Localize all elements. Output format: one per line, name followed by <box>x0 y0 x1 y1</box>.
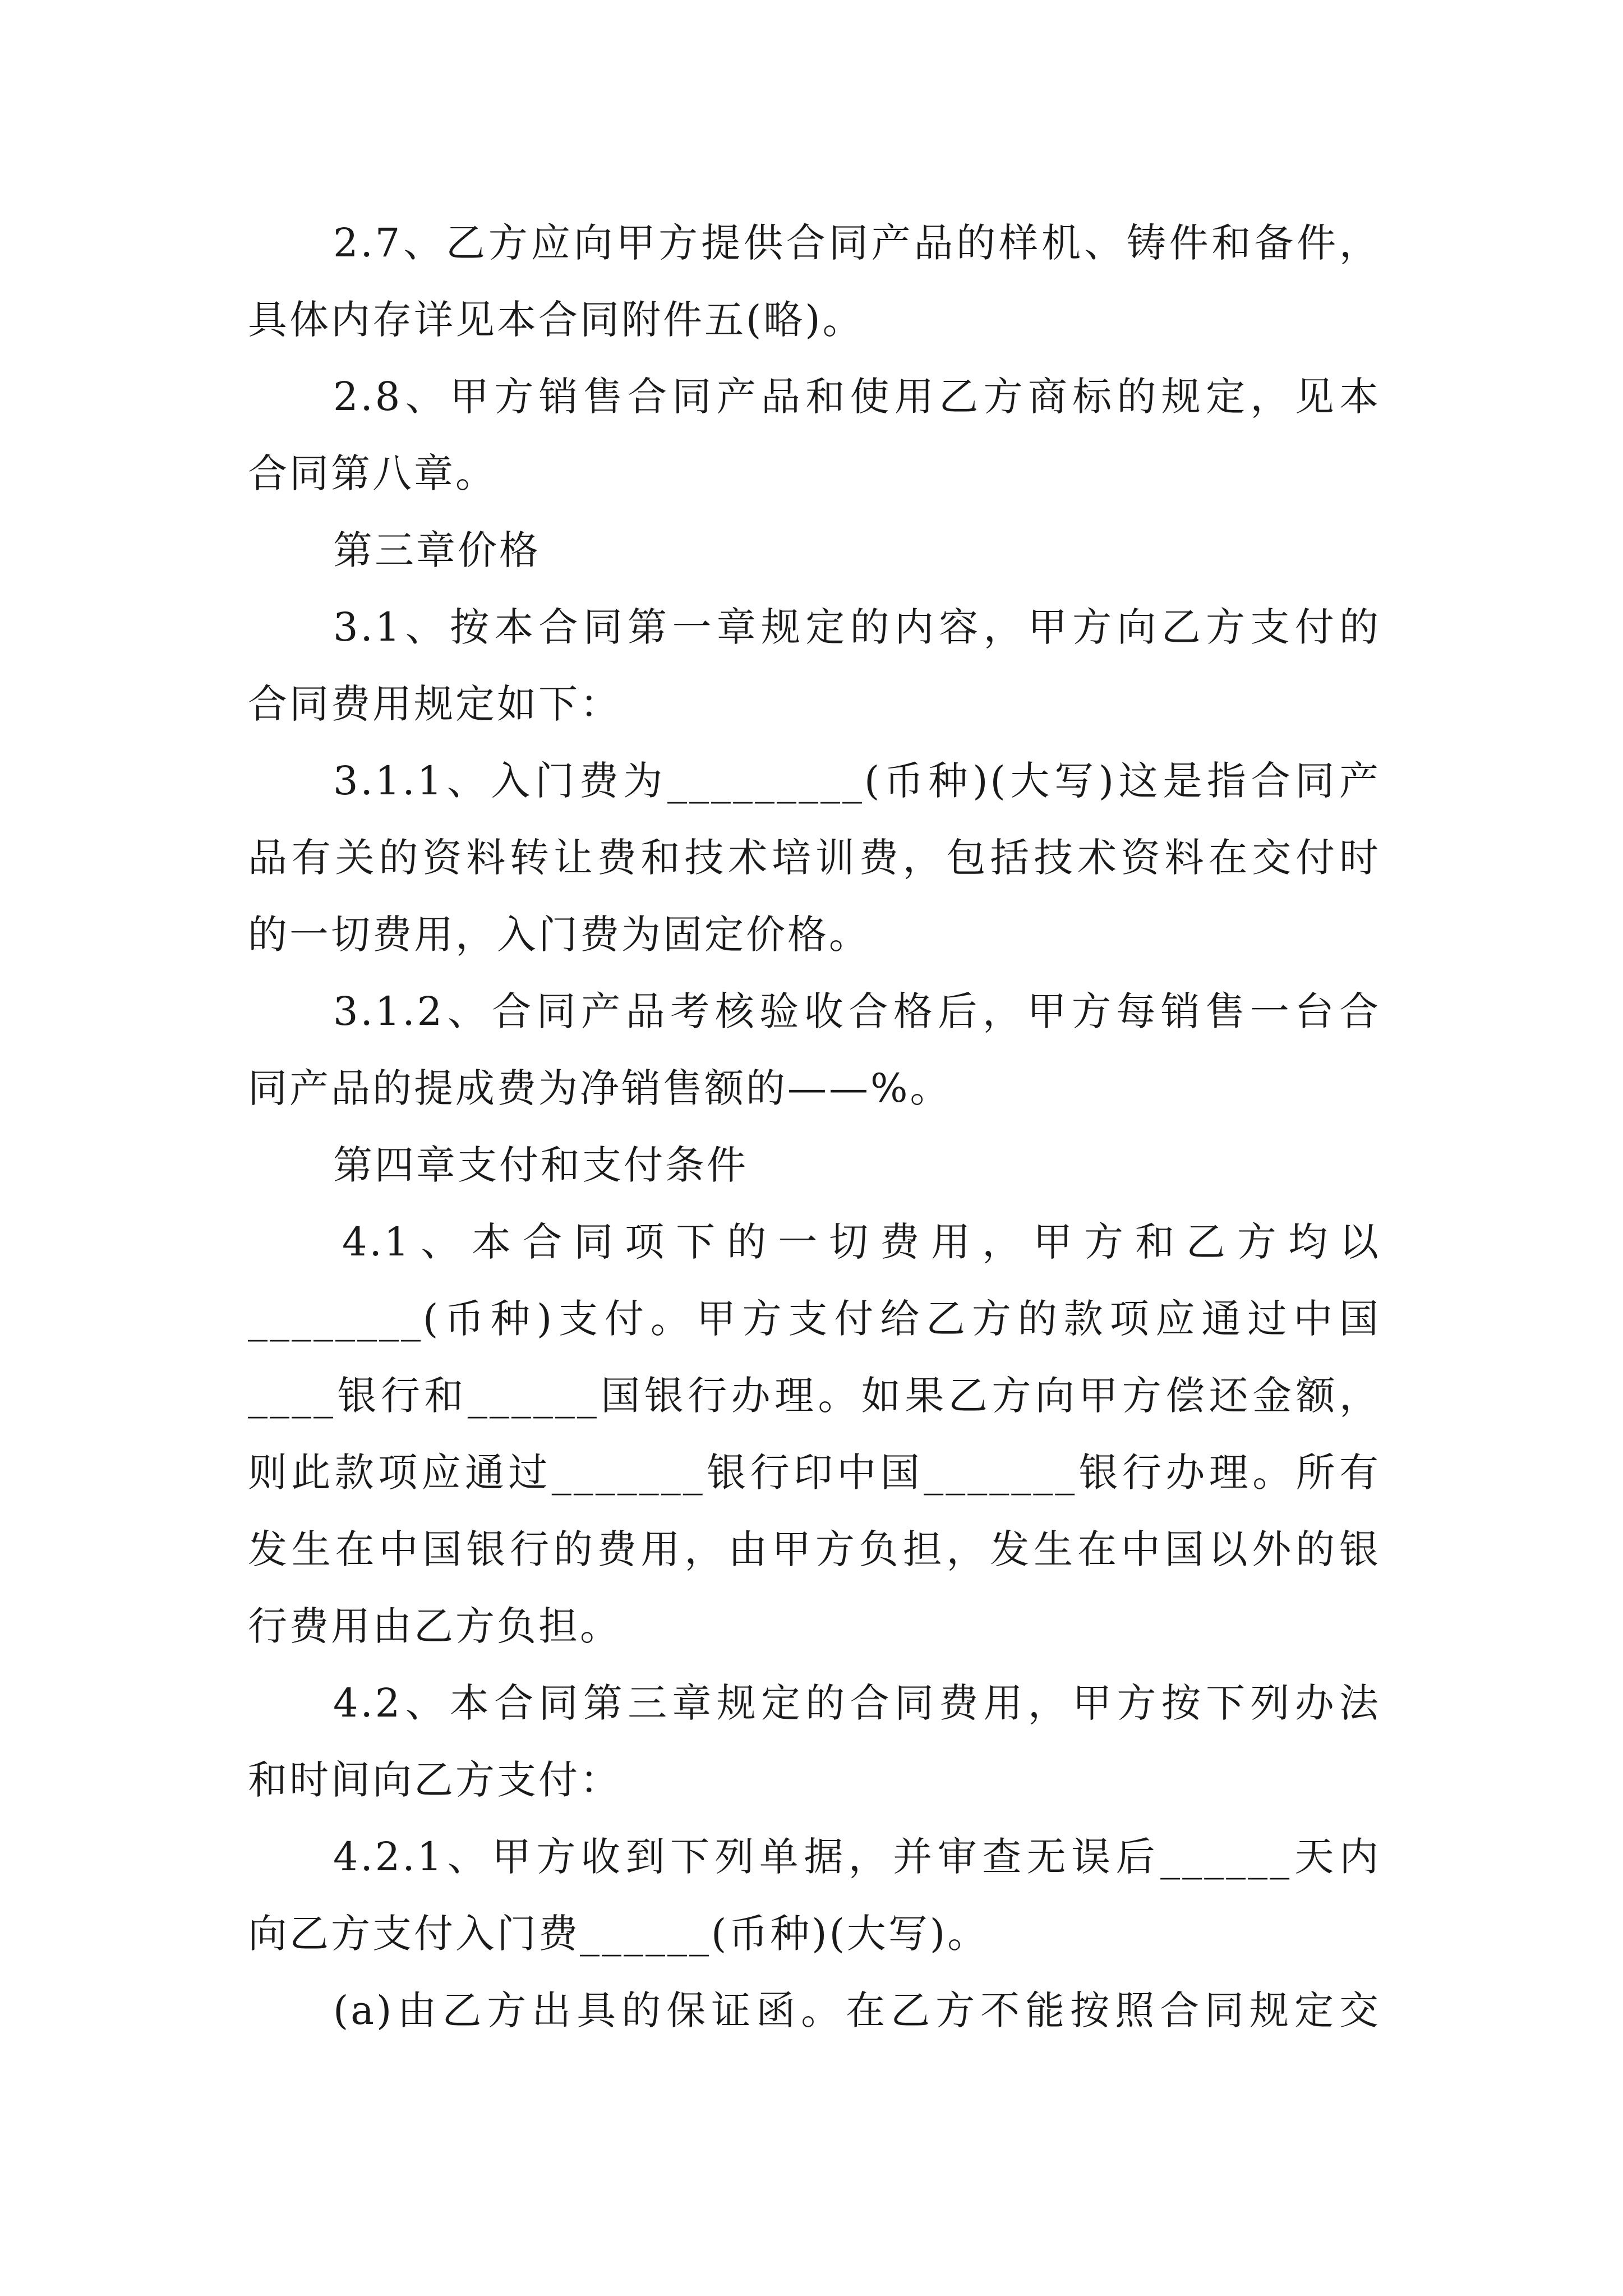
text-line: 合同费用规定如下： <box>248 681 621 727</box>
text-line: ____银行和______国银行办理。如果乙方向甲方偿还金额， <box>248 1373 1381 1419</box>
text-line: 3.1、按本合同第一章规定的内容，甲方向乙方支付的 <box>333 604 1381 650</box>
text-line: 4.2、本合同第三章规定的合同费用，甲方按下列办法 <box>333 1680 1381 1726</box>
text-line: 2.7、乙方应向甲方提供合同产品的样机、铸件和备件， <box>333 220 1381 266</box>
text-line: 向乙方支付入门费______(币种)(大写)。 <box>248 1911 989 1957</box>
text-line: 同产品的提成费为净销售额的——%。 <box>248 1065 952 1111</box>
text-line: 3.1.2、合同产品考核验收合格后，甲方每销售一台合 <box>333 988 1381 1034</box>
text-line: ________(币种)支付。甲方支付给乙方的款项应通过中国 <box>248 1296 1381 1342</box>
text-line: (a)由乙方出具的保证函。在乙方不能按照合同规定交 <box>333 1987 1381 2033</box>
text-line: 4.1、本合同项下的一切费用，甲方和乙方均以 <box>342 1219 1381 1265</box>
text-line: 3.1.1、入门费为_________(币种)(大写)这是指合同产 <box>333 758 1381 804</box>
text-line: 合同第八章。 <box>248 450 497 496</box>
chapter-heading: 第三章价格 <box>333 527 541 573</box>
chapter-heading: 第四章支付和支付条件 <box>333 1142 748 1188</box>
text-line: 发生在中国银行的费用，由甲方负担，发生在中国以外的银 <box>248 1526 1381 1572</box>
text-line: 则此款项应通过_______银行印中国_______银行办理。所有 <box>248 1450 1381 1496</box>
text-line: 行费用由乙方负担。 <box>248 1603 621 1649</box>
text-line: 品有关的资料转让费和技术培训费，包括技术资料在交付时 <box>248 835 1381 881</box>
text-line: 的一切费用，入门费为固定价格。 <box>248 912 870 958</box>
text-line: 具体内存详见本合同附件五(略)。 <box>248 297 864 343</box>
text-line: 2.8、甲方销售合同产品和使用乙方商标的规定，见本 <box>333 374 1381 420</box>
text-line: 和时间向乙方支付： <box>248 1757 621 1803</box>
text-line: 4.2.1、甲方收到下列单据，并审查无误后______天内 <box>333 1834 1381 1880</box>
